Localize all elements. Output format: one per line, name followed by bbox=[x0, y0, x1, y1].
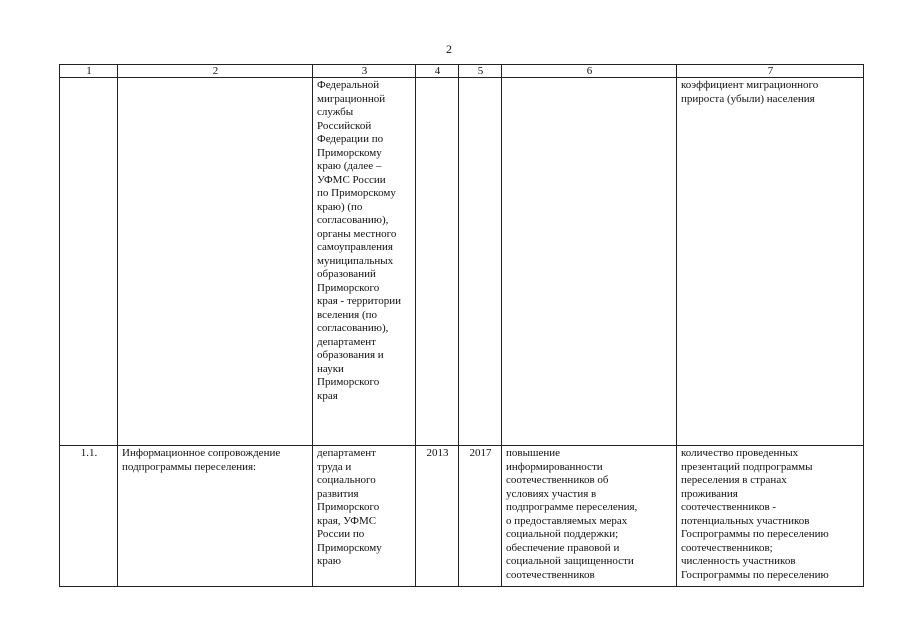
indicator-cell: количество проведенных презентаций подпрограммы переселения в странах проживания соотечественников - потенциальных участников Госпрограммы по переселению соотечественников; численность участников Госпрограммы по переселению bbox=[677, 446, 864, 587]
item-number-cell bbox=[60, 78, 118, 446]
expected-result-cell bbox=[502, 78, 677, 446]
table-row bbox=[60, 78, 864, 446]
responsible-executor-cell: департамент труда и социального развития Приморского края, УФМС России по Приморскому краю bbox=[313, 446, 416, 587]
column-header: 4 bbox=[416, 65, 459, 78]
start-year-cell: 2013 bbox=[416, 446, 459, 587]
page-number: 2 bbox=[446, 42, 452, 56]
column-header: 3 bbox=[313, 65, 416, 78]
start-year-cell bbox=[416, 78, 459, 446]
activity-name-cell bbox=[118, 78, 313, 446]
end-year-cell: 2017 bbox=[459, 446, 502, 587]
item-number-cell: 1.1. bbox=[60, 446, 118, 587]
column-header: 1 bbox=[60, 65, 118, 78]
responsible-executor-cell: Федеральной миграционной службы Российской Федерации по Приморскому краю (далее – УФМС России по Приморскому краю) (по согласованию), органы местного самоуправления муниципальных образований Приморского края - территории вселения (по согласованию), департамент образования и науки Приморского края bbox=[313, 78, 416, 446]
program-table bbox=[59, 64, 864, 587]
expected-result-cell: повышение информированности соотечественников об условиях участия в подпрограмме переселения, о предоставляемых мерах социальной поддержки; обеспечение правовой и социальной защищенности соотечественников bbox=[502, 446, 677, 587]
column-header: 6 bbox=[502, 65, 677, 78]
end-year-cell bbox=[459, 78, 502, 446]
table-header-row bbox=[60, 65, 864, 78]
table-row bbox=[60, 446, 864, 587]
indicator-cell: коэффициент миграционного прироста (убыли) населения bbox=[677, 78, 864, 446]
column-header: 5 bbox=[459, 65, 502, 78]
activity-name-cell: Информационное сопровождение подпрограммы переселения: bbox=[118, 446, 313, 587]
column-header: 2 bbox=[118, 65, 313, 78]
column-header: 7 bbox=[677, 65, 864, 78]
